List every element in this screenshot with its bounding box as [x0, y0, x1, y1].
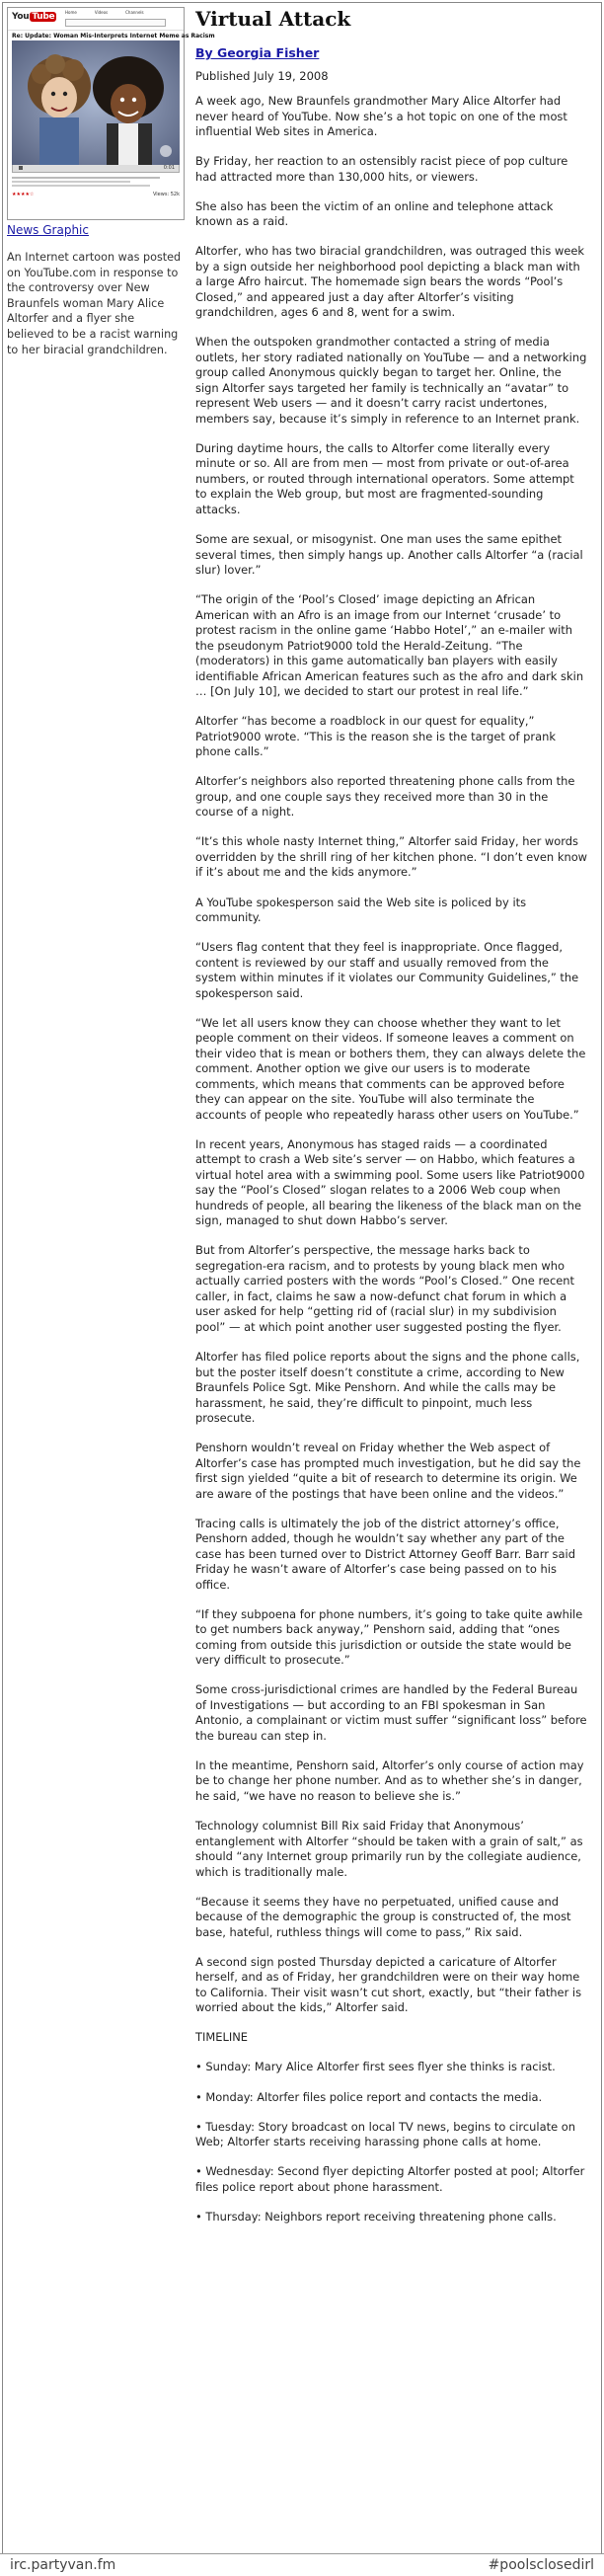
youtube-search-box: [65, 19, 166, 27]
article-paragraph: A second sign posted Thursday depicted a caricature of Altorfer herself, and as of Friday, her grandchildren were on their way home to California. Their visit wasn’t cut short, exactly, but “their father is worried about the kids,” Altorfer said.: [195, 1954, 582, 2015]
published-date: Published July 19, 2008: [195, 69, 329, 83]
youtube-views: Views: 52k: [152, 192, 180, 197]
timeline-item: • Thursday: Neighbors report receiving threatening phone calls.: [195, 2209, 557, 2224]
article-paragraph: Altorfer “has become a roadblock in our quest for equality,” Patriot9000 wrote. “This is the reason she is the target of prank phone calls.”: [195, 714, 556, 759]
article-headline: Virtual Attack: [195, 7, 351, 31]
youtube-nav-item: Channels: [125, 10, 144, 15]
article-paragraph: “Because it seems they have no perpetuated, unified cause and because of the demographic the group is constructed of, the most base, hateful, ruthless things will come to pass,” Rix said.: [195, 1894, 571, 1939]
news-graphic-link[interactable]: News Graphic: [7, 223, 89, 237]
article-paragraph: Tracing calls is ultimately the job of the district attorney’s office, Penshorn added, though he wouldn’t say whether any part of the case has been turned over to District Attorney Geoff Barr. Barr said Friday he wasn’t aware of Altorfer’s case being passed on to his office.: [195, 1516, 575, 1592]
article-paragraph: During daytime hours, the calls to Altorfer come literally every minute or so. All are from men — most from private or out-of-area numbers, or routed through international operators. Some attempt to explain the Web group, but most are fragmented-sounding attacks.: [195, 440, 574, 516]
youtube-video-title: Re: Update: Woman Mis-Interprets Internet Meme as Racism: [12, 33, 215, 39]
article-paragraph: “It’s this whole nasty Internet thing,” Altorfer said Friday, her words overridden by the shrill ring of her kitchen phone. “I don’t even know if it’s about me and the kids anymore.”: [195, 834, 588, 880]
youtube-logo: You Tube: [12, 12, 55, 22]
footer-bar: [0, 2553, 604, 2576]
article-paragraph: Some cross-jurisdictional crimes are handled by the Federal Bureau of Investigations — but according to an FBI spokesman in San Antonio, a complainant or victim must suffer “significant loss” before the bureau can step in.: [195, 1682, 587, 1743]
article-paragraph: Some are sexual, or misogynist. One man uses the same epithet several times, then simply hangs up. Another calls Altorfer “a (racial slur) lover.”: [195, 532, 583, 578]
youtube-rating-row: [8, 191, 184, 198]
cartoon-illustration: [12, 40, 180, 165]
article-body: [195, 94, 588, 2016]
image-caption: An Internet cartoon was posted on YouTube.com in response to the controversy over New Braunfels woman Mary Alice Altorfer and a flyer she believed to be a racist warning to her biracial grandchildren.: [7, 251, 182, 356]
article-paragraph: When the outspoken grandmother contacted a string of media outlets, her story radiated nationally on YouTube — and a networking group called Anonymous quickly began to target her. Online, the sign Altorfer says targeted her family is technically an “avatar” to represent Web users — and it doesn’t carry racist undertones, members say, because it’s simply in reference to an Internet prank.: [195, 335, 587, 426]
timeline-heading: TIMELINE: [195, 2030, 248, 2045]
timeline-item: • Wednesday: Second flyer depicting Altorfer posted at pool; Altorfer files police report about phone harassment.: [195, 2164, 585, 2194]
article-paragraph: “If they subpoena for phone numbers, it’s going to take quite awhile to get numbers back anyway,” Penshorn said, adding that “ones coming from outside this jurisdiction or outside the state would be very difficult to prosecute.”: [195, 1606, 583, 1668]
author-byline-link[interactable]: By Georgia Fisher: [195, 45, 320, 60]
article-paragraph: Penshorn wouldn’t reveal on Friday whether the Web aspect of Altorfer’s case has prompted much investigation, but he did say the first sign yielded “quite a bit of research to determine its origin. We are aware of the postings that have been online and the videos.”: [195, 1441, 581, 1501]
timeline-item: • Tuesday: Story broadcast on local TV news, begins to circulate on Web; Altorfer starts receiving harassing phone calls at home.: [195, 2119, 575, 2149]
article-paragraph: Altorfer has filed police reports about the signs and the phone calls, but the poster itself doesn’t constitute a crime, according to New Braunfels Police Sgt. Mike Penshorn. And while the calls may be harassment, he said, they’re difficult to pinpoint, much less prosecute.: [195, 1350, 580, 1425]
article-paragraph: In the meantime, Penshorn said, Altorfer’s only course of action may be to change her phone number. And as to whether she’s in danger, he said, “we have no reason to believe she is.”: [195, 1757, 584, 1803]
article-paragraph: By Friday, her reaction to an ostensibly racist piece of pop culture had attracted more than 130,000 hits, or viewers.: [195, 154, 568, 184]
article: [195, 6, 588, 2239]
video-player-controls: [12, 165, 180, 173]
youtube-nav-item: Home: [65, 10, 77, 15]
youtube-header: [8, 8, 184, 31]
cartoon-video-frame: [12, 40, 180, 165]
youtube-nav: [65, 10, 144, 15]
article-paragraph: Technology columnist Bill Rix said Friday that Anonymous’ entanglement with Altorfer “should be taken with a grain of salt,” as should “any Internet group primarily run by the collegiate audience, which is traditionally male.: [195, 1819, 583, 1879]
play-icon: [19, 166, 23, 170]
footer-hashtag[interactable]: #poolsclosedirl: [488, 2557, 594, 2573]
article-paragraph: In recent years, Anonymous has staged raids — a coordinated attempt to crash a Web site’s server — on Habbo, which features a virtual hotel area with a swimming pool. Some users like Patriot9000 say the “Pool’s Closed” slogan relates to a 2006 Web coup when hundreds of people, all bearing the likeness of the black man on the sign, managed to shut down Habbo’s server.: [195, 1136, 585, 1228]
article-paragraph: Altorfer’s neighbors also reported threatening phone calls from the group, and one couple says they received more than 30 in the course of a night.: [195, 774, 575, 820]
article-paragraph: A YouTube spokesperson said the Web site is policed by its community.: [195, 895, 527, 925]
sidebar: [7, 7, 215, 357]
youtube-screenshot-image: [7, 7, 215, 220]
article-paragraph: She also has been the victim of an online and telephone attack known as a raid.: [195, 198, 554, 229]
article-paragraph: “We let all users know they can choose whether they want to let people comment on their videos. If someone leaves a comment on their video that is mean or bothers them, they can always delete the comment. Another option we give our users is to moderate comments, which means that comments can be approved before they can appear on the site. YouTube will also terminate the accounts of people who repeatedly harass other users on YouTube.”: [195, 1015, 586, 1122]
footer-irc-link[interactable]: irc.partyvan.fm: [10, 2557, 116, 2573]
article-paragraph: “The origin of the ‘Pool’s Closed’ image depicting an African American with an Afro is an image from our Internet ‘crusade’ to protest racism in the online game ‘Habbo Hotel’,” an e-mailer with the pseudonym Patriot9000 told the Herald-Zeitung. “The (moderators) in this game automatically ban players with easily identifiable African American features such as the afro and dark skin … [On July 10], we decided to start our protest in real life.”: [195, 592, 584, 699]
article-paragraph: Altorfer, who has two biracial grandchildren, was outraged this week by a sign outside her neighborhood pool depicting a black man with a large Afro haircut. The homemade sign bears the words “Pool’s Closed,” and appeared just a day after Altorfer’s visiting grandchildren, ages 6 and 8, went for a swim.: [195, 244, 585, 320]
youtube-meta: [8, 173, 184, 191]
youtube-nav-item: Videos: [94, 10, 109, 15]
rating-stars-icon: ★★★★☆: [12, 192, 35, 197]
article-paragraph: A week ago, New Braunfels grandmother Mary Alice Altorfer had never heard of YouTube. Now she’s a hot topic on one of the most influential Web sites in America.: [195, 94, 567, 138]
timeline-item: • Monday: Altorfer files police report and contacts the media.: [195, 2089, 543, 2104]
article-paragraph: “Users flag content that they feel is inappropriate. Once flagged, content is reviewed by our staff and usually removed from the system within minutes if it violates our Community Guidelines,” the spokesperson said.: [195, 940, 579, 1000]
timeline-item: • Sunday: Mary Alice Altorfer first sees flyer she thinks is racist.: [195, 2060, 556, 2074]
video-time: 0:01: [163, 165, 175, 171]
timeline-list: [195, 2060, 588, 2225]
article-paragraph: But from Altorfer’s perspective, the message harks back to segregation-era racism, and to protests by young black men who actually carried posters with the words “Pool’s Closed.” One recent caller, in fact, claims he saw a now-defunct chat forum in which a user asked for help “getting rid of (racial slur) in my subdivision pool” — at which point another user suggested posting the flyer.: [195, 1243, 575, 1334]
